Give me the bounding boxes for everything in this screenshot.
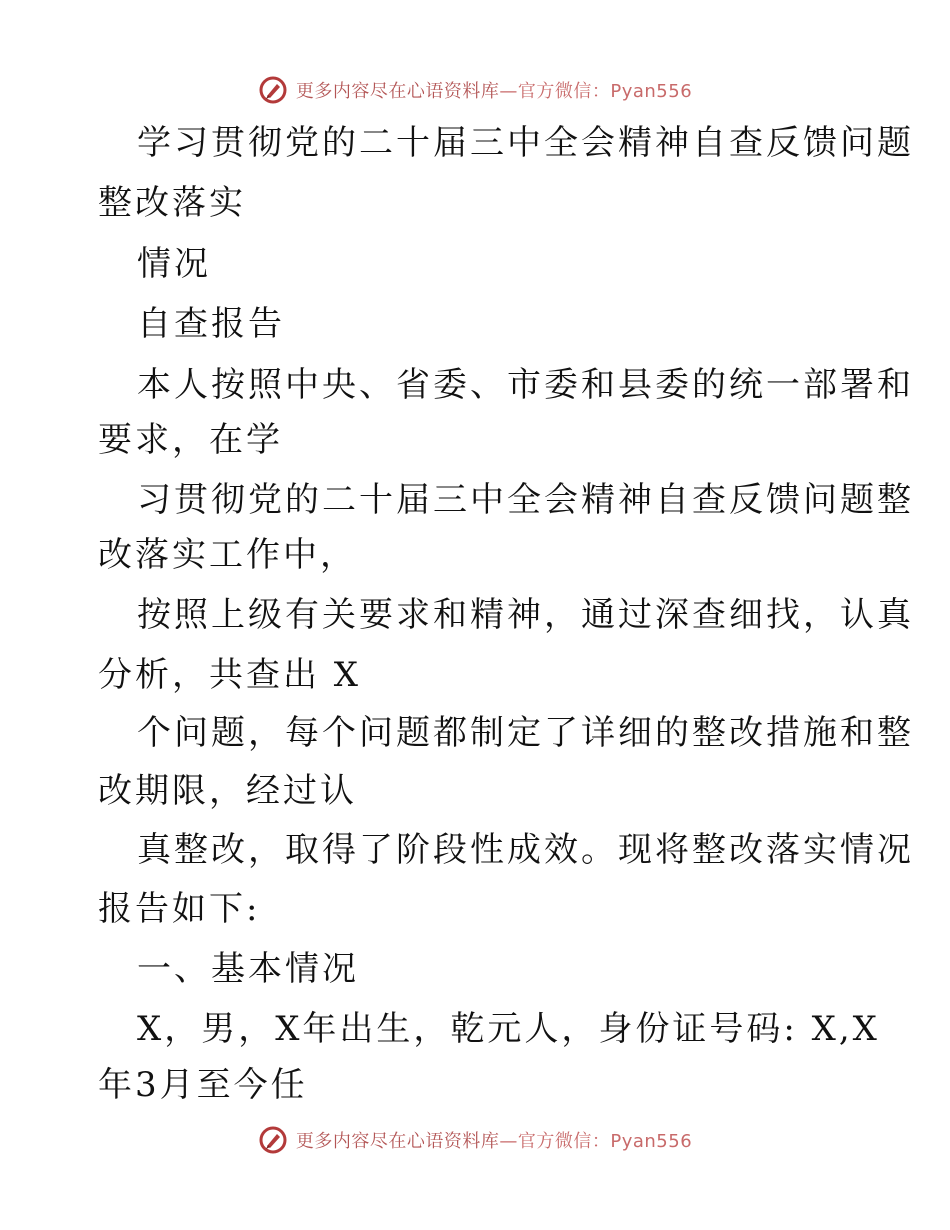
- text-line: 真整改，取得了阶段性成效。现将整改落实情况: [137, 830, 914, 870]
- pen-logo-icon: [258, 1125, 288, 1155]
- watermark-contact: —官方微信：Pyan556: [499, 81, 693, 102]
- text-line: X，男，X年出生，乾元人，身份证号码: X,X: [137, 1009, 880, 1049]
- text-line: 一、基本情况: [137, 949, 359, 989]
- text-line: 改期限，经过认: [98, 771, 357, 811]
- watermark-text: 更多内容尽在心语资料库: [295, 1131, 500, 1152]
- text-line: 情况: [137, 244, 211, 284]
- text-line: 年3月至今任: [98, 1065, 308, 1105]
- text-line: 按照上级有关要求和精神，通过深查细找，认真: [137, 595, 914, 635]
- header-watermark: [0, 72, 950, 108]
- footer-watermark: [0, 1122, 950, 1158]
- text-line: 整改落实: [98, 183, 246, 223]
- text-line: 自查报告: [137, 304, 285, 344]
- watermark-text: 更多内容尽在心语资料库: [295, 81, 500, 102]
- text-line: 学习贯彻党的二十届三中全会精神自查反馈问题: [137, 123, 914, 163]
- text-line: 要求，在学: [98, 420, 283, 460]
- text-line: 改落实工作中，: [98, 535, 357, 575]
- pen-logo-icon: [258, 75, 288, 105]
- text-line: 分析，共查出 X: [98, 655, 362, 695]
- watermark-contact: —官方微信：Pyan556: [499, 1131, 693, 1152]
- text-line: 习贯彻党的二十届三中全会精神自查反馈问题整: [137, 480, 914, 520]
- text-line: 报告如下:: [98, 889, 261, 929]
- text-line: 个问题，每个问题都制定了详细的整改措施和整: [137, 713, 914, 753]
- text-line: 本人按照中央、省委、市委和县委的统一部署和: [137, 365, 914, 405]
